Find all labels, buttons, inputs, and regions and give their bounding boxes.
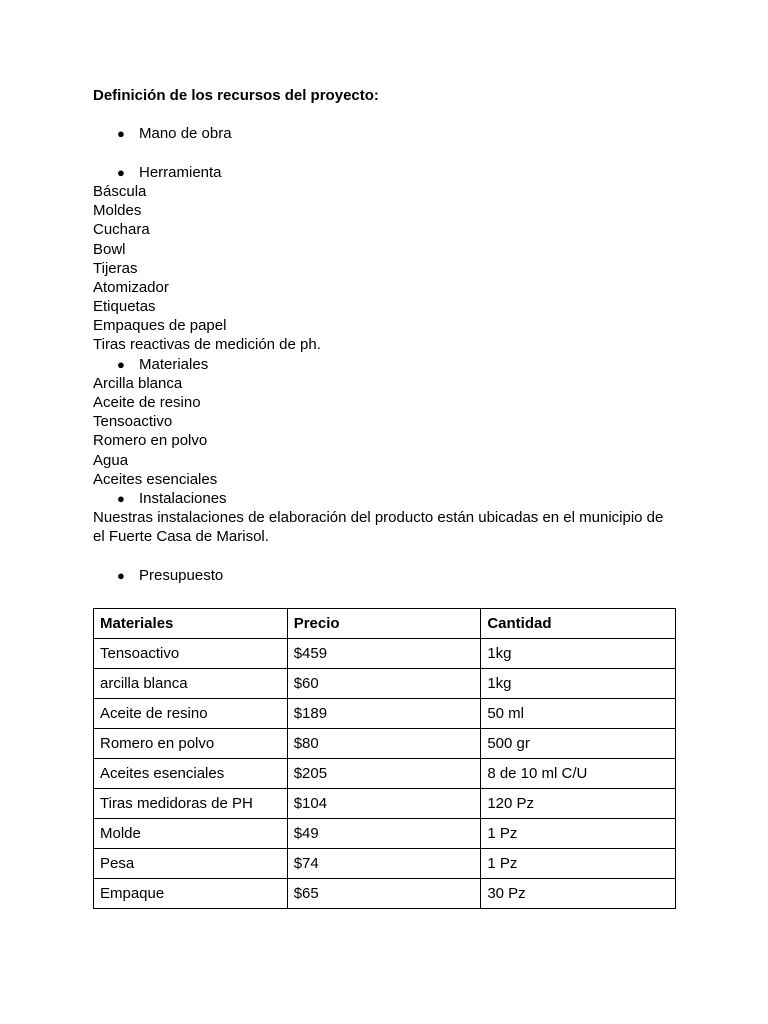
table-cell: arcilla blanca bbox=[94, 669, 288, 699]
list-item: Aceites esenciales bbox=[93, 470, 218, 488]
budget-table bbox=[93, 608, 676, 909]
table-cell: 8 de 10 ml C/U bbox=[481, 759, 676, 789]
list-item: Aceite de resino bbox=[93, 394, 201, 411]
instalaciones-paragraph: Nuestras instalaciones de elaboración del producto están ubicadas en el municipio de el Fuerte Casa de Marisol. bbox=[93, 509, 664, 546]
table-cell: Aceites esenciales bbox=[94, 759, 288, 789]
table-cell: $189 bbox=[287, 699, 481, 729]
bullet-presupuesto bbox=[93, 566, 693, 585]
document-heading: Definición de los recursos del proyecto: bbox=[93, 87, 379, 104]
list-item: Agua bbox=[93, 451, 129, 469]
bullet-label: Materiales bbox=[139, 355, 209, 373]
list-item: Arcilla blanca bbox=[93, 374, 183, 392]
bullet-dot: ● bbox=[117, 567, 125, 583]
table-cell: Tensoactivo bbox=[94, 639, 288, 669]
list-item: Bowl bbox=[93, 240, 126, 258]
table-row bbox=[94, 729, 676, 759]
table-cell: Romero en polvo bbox=[94, 729, 288, 759]
bullet-dot: ● bbox=[117, 356, 125, 372]
table-cell: $205 bbox=[287, 759, 481, 789]
table-cell: Tiras medidoras de PH bbox=[94, 789, 288, 819]
table-cell: Empaque bbox=[94, 879, 288, 909]
bullet-herramienta bbox=[93, 163, 693, 182]
table-cell: Pesa bbox=[94, 849, 288, 879]
materiales-list bbox=[93, 374, 693, 489]
list-item: Cuchara bbox=[93, 221, 150, 239]
column-header: Precio bbox=[287, 609, 481, 639]
bullet-dot: ● bbox=[117, 126, 125, 142]
list-item: Moldes bbox=[93, 202, 142, 220]
list-item: Romero en polvo bbox=[93, 432, 208, 450]
column-header: Cantidad bbox=[481, 609, 676, 639]
bullet-instalaciones bbox=[93, 489, 693, 508]
table-row bbox=[94, 789, 676, 819]
table-row bbox=[94, 849, 676, 879]
table-cell: $104 bbox=[287, 789, 481, 819]
table-cell: 1kg bbox=[481, 639, 676, 669]
bullet-label: Presupuesto bbox=[139, 566, 224, 584]
herramienta-list bbox=[93, 182, 693, 355]
table-cell: $459 bbox=[287, 639, 481, 669]
table-row bbox=[94, 819, 676, 849]
bullet-label: Instalaciones bbox=[139, 489, 227, 507]
bullet-mano-de-obra bbox=[93, 124, 693, 143]
table-cell: Aceite de resino bbox=[94, 699, 288, 729]
bullet-materiales bbox=[93, 355, 693, 374]
table-cell: $80 bbox=[287, 729, 481, 759]
table-cell: 1kg bbox=[481, 669, 676, 699]
table-cell: 50 ml bbox=[481, 699, 676, 729]
table-cell: $65 bbox=[287, 879, 481, 909]
table-row bbox=[94, 639, 676, 669]
column-header: Materiales bbox=[94, 609, 288, 639]
table-header-row bbox=[94, 609, 676, 639]
bullet-dot: ● bbox=[117, 164, 125, 180]
table-row bbox=[94, 699, 676, 729]
list-item: Tensoactivo bbox=[93, 413, 173, 431]
bullet-dot: ● bbox=[117, 490, 125, 506]
list-item: Tiras reactivas de medición de ph. bbox=[93, 336, 321, 354]
table-cell: $60 bbox=[287, 669, 481, 699]
table-cell: 500 gr bbox=[481, 729, 676, 759]
list-item: Atomizador bbox=[93, 278, 169, 296]
bullet-label: Herramienta bbox=[139, 163, 222, 181]
table-row bbox=[94, 669, 676, 699]
table-row bbox=[94, 759, 676, 789]
bullet-label: Mano de obra bbox=[139, 125, 232, 143]
list-item: Tijeras bbox=[93, 259, 138, 277]
table-cell: $74 bbox=[287, 849, 481, 879]
list-item: Báscula bbox=[93, 182, 147, 200]
document-body bbox=[93, 86, 693, 585]
table-cell: $49 bbox=[287, 819, 481, 849]
table-cell: 120 Pz bbox=[481, 789, 676, 819]
list-item: Etiquetas bbox=[93, 298, 156, 316]
table-cell: Molde bbox=[94, 819, 288, 849]
list-item: Empaques de papel bbox=[93, 317, 227, 335]
table-cell: 30 Pz bbox=[481, 879, 676, 909]
table-cell: 1 Pz bbox=[481, 849, 676, 879]
table-row bbox=[94, 879, 676, 909]
table-cell: 1 Pz bbox=[481, 819, 676, 849]
